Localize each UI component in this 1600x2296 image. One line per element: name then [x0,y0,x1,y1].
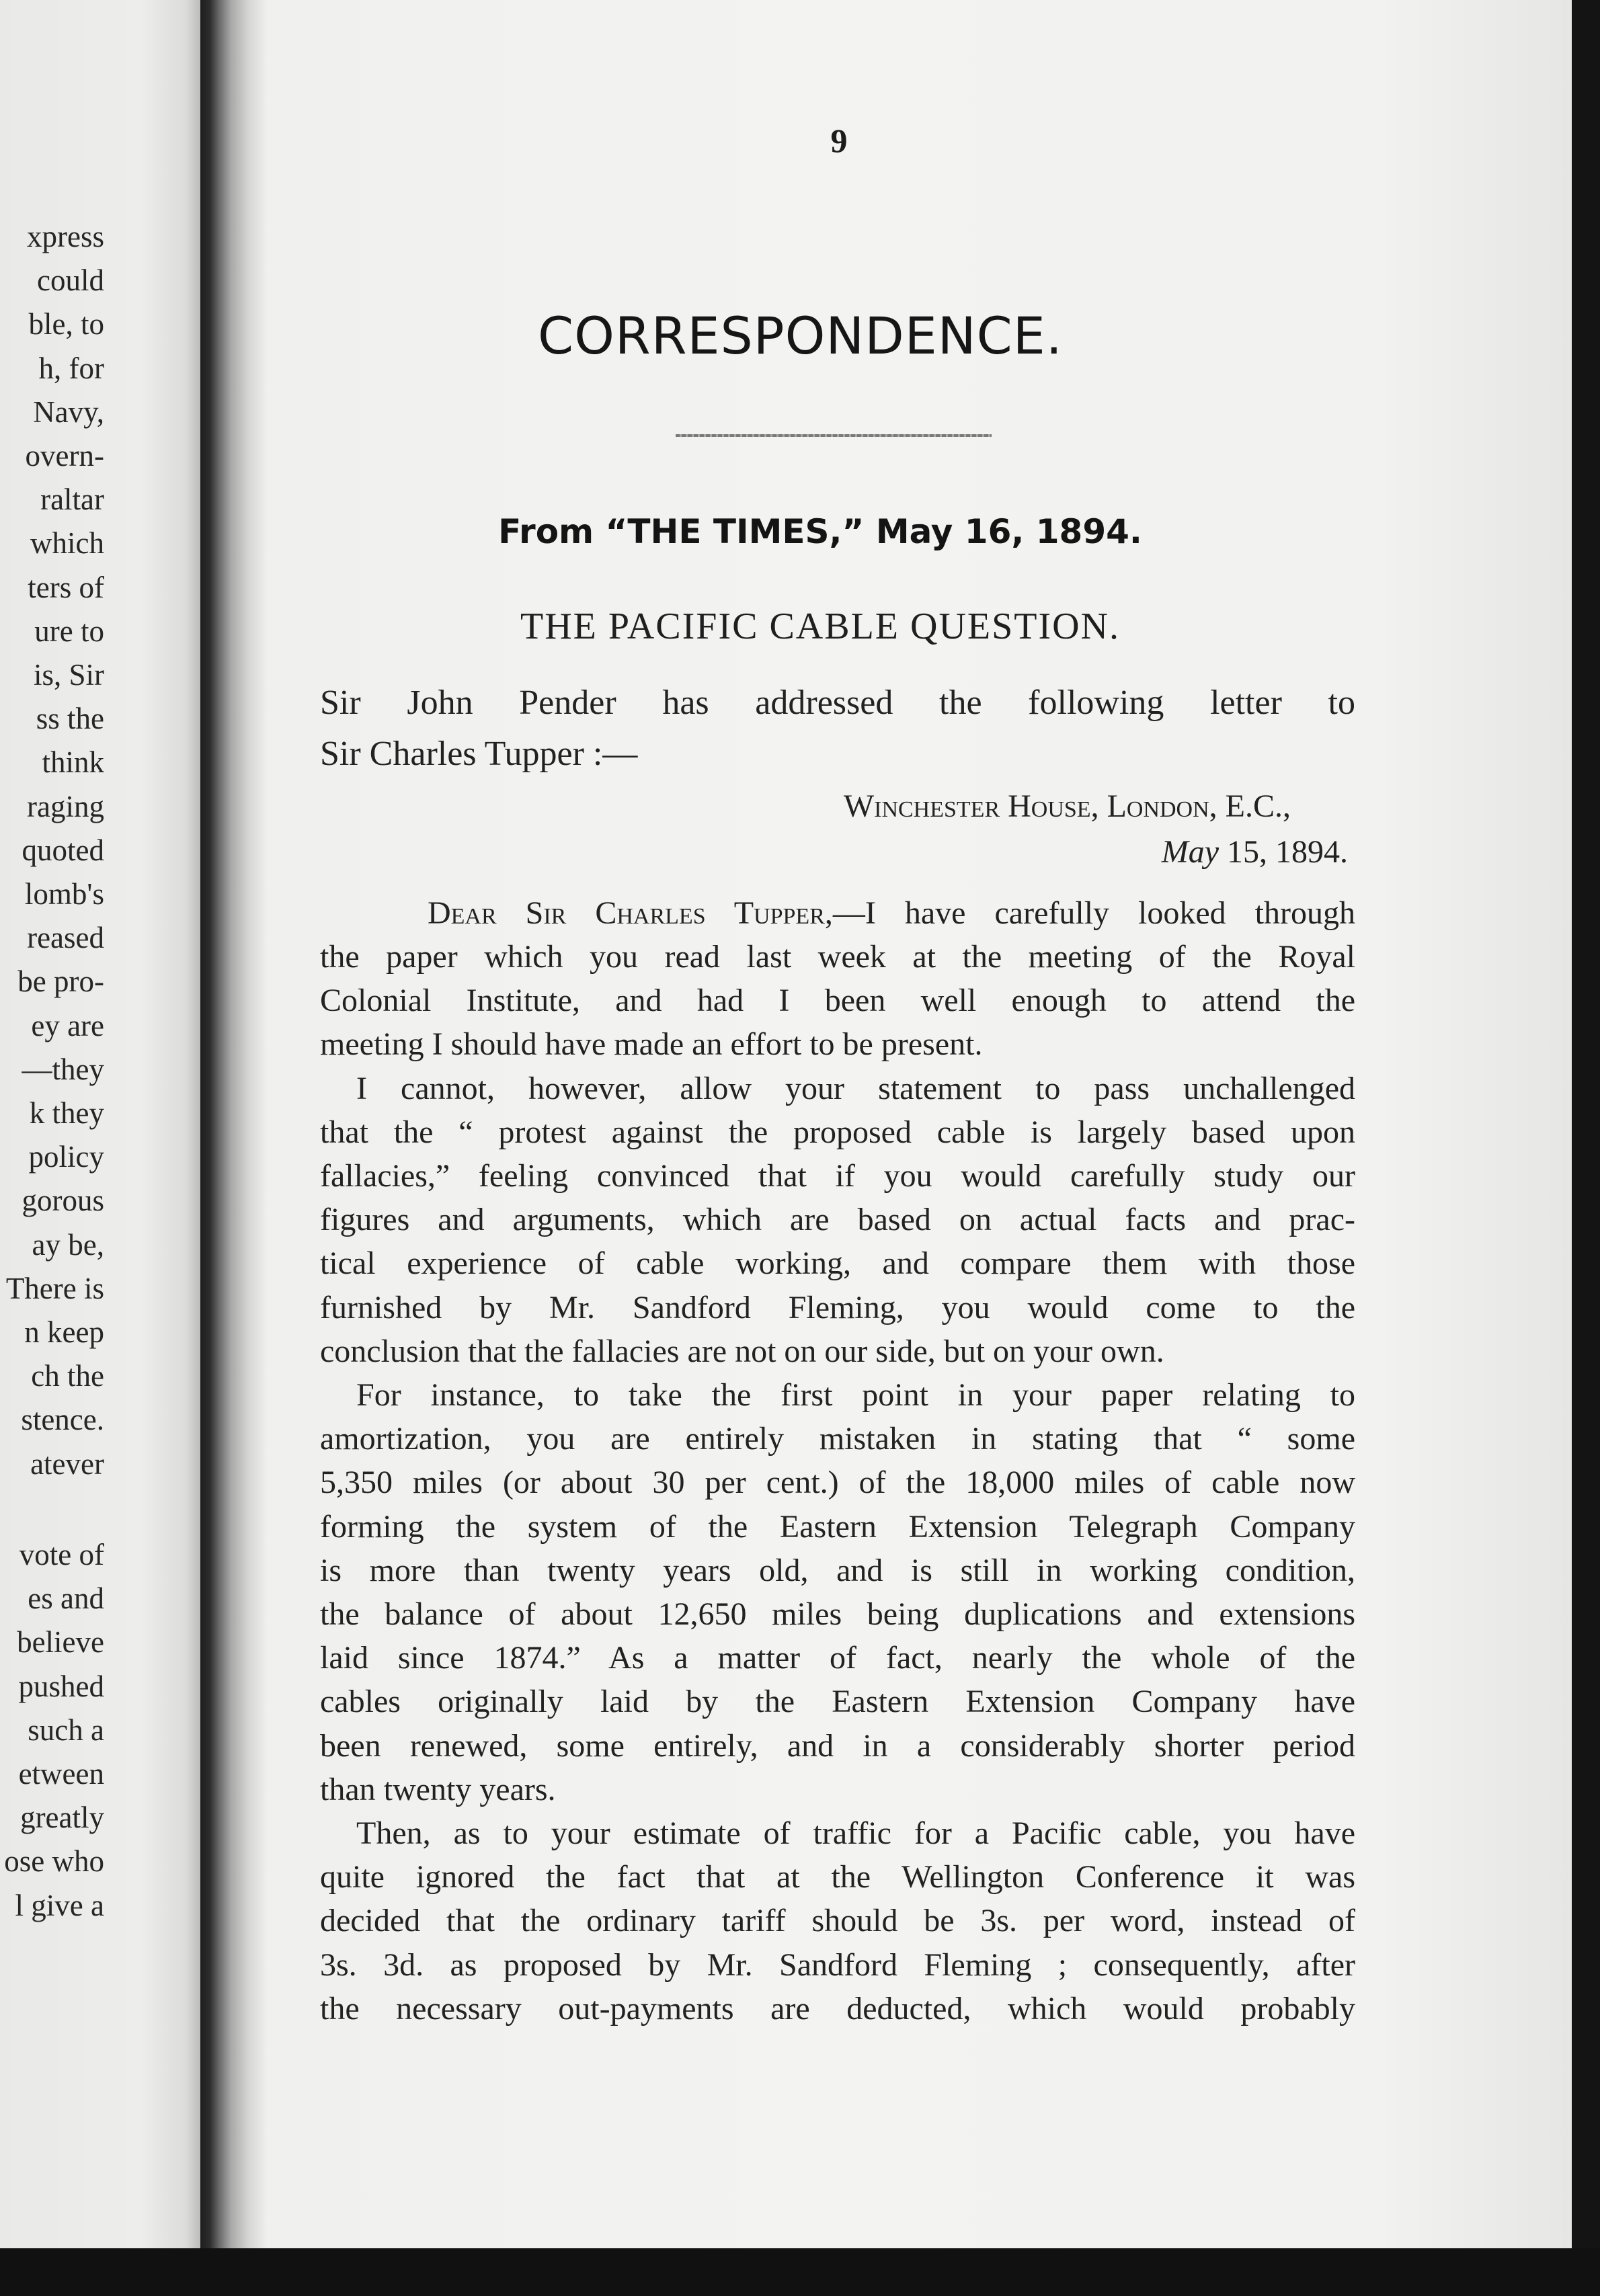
article-title: THE PACIFIC CABLE QUESTION. [520,606,1120,647]
facing-page-line: atever [30,1446,104,1481]
salutation: Dear Sir Charles Tupper, [428,895,833,931]
paragraph-line: the paper which you read last week at the meeting of the Royal [320,939,1355,975]
facing-page-line: ure to [34,614,104,648]
facing-page-line: l give a [15,1888,104,1922]
binding-gutter [200,0,268,2248]
facing-page-line: ble, to [28,307,104,341]
facing-page-line: There is [5,1271,104,1305]
letter-address [844,788,1291,825]
facing-page-line: vote of [19,1538,104,1571]
source-line: From “THE TIMES,” May 16, 1894. [498,512,1142,551]
facing-page-line: ss the [36,702,104,736]
paragraph-line: the necessary out-payments are deducted, which would probably [320,1990,1355,2026]
paragraph-line: forming the system of the Eastern Extension Telegraph Company [320,1508,1355,1545]
paragraph-line: conclusion that the fallacies are not on our side, but on your own. [320,1333,1164,1369]
facing-page-line: quoted [22,833,104,867]
paragraph-line: meeting I should have made an effort to be present. [320,1026,983,1063]
paragraph-line: tical experience of cable working, and compare them with those [320,1245,1355,1282]
date-rest: 15, 1894. [1219,834,1348,870]
scan-edge-bottom [0,2248,1600,2296]
paragraph-line: been renewed, some entirely, and in a considerably shorter period [320,1727,1355,1764]
facing-page-line: overn- [25,439,104,473]
scan-edge-right [1572,0,1600,2296]
facing-page-left [0,0,202,2248]
facing-page-line: could [37,263,104,298]
facing-page-line: reased [27,921,104,955]
paragraph-line: furnished by Mr. Sandford Fleming, you would come to the [320,1289,1355,1325]
paragraph-line: figures and arguments, which are based on actual facts and prac- [320,1202,1355,1238]
paragraph-line: 3s. 3d. as proposed by Mr. Sandford Fleming ; consequently, after [320,1946,1355,1983]
facing-page-line: etween [18,1757,104,1791]
date-month: May [1161,834,1219,870]
facing-page-line: which [30,526,104,561]
paragraph-line: is more than twenty years old, and is still in working condition, [320,1552,1355,1588]
facing-page-line: be pro- [17,965,104,999]
address-text: Winchester House, London, E.C., [843,788,1291,824]
intro-line: Sir John Pender has addressed the following letter to [320,684,1355,722]
paragraph-line: cables originally laid by the Eastern Extension Company have [320,1684,1355,1720]
facing-page-line: —they [22,1052,104,1086]
facing-page-line: lomb's [24,877,104,911]
salutation-rest: —I have carefully looked through [832,895,1355,931]
paragraph-line: decided that the ordinary tariff should be 3s. per word, instead of [320,1903,1355,1939]
facing-page-line: xpress [27,220,104,253]
intro-line: Sir Charles Tupper :— [320,735,638,773]
facing-page-line: is, Sir [33,658,104,692]
facing-page-line: stence. [21,1403,104,1437]
facing-page-line: ay be, [32,1227,104,1262]
letter-date [1162,833,1348,870]
facing-page-line: es and [28,1582,104,1616]
paragraph-line [428,897,1355,930]
paragraph-line: 5,350 miles (or about 30 per cent.) of the 18,000 miles of cable now [320,1465,1355,1501]
facing-page-line: n keep [24,1315,104,1349]
facing-page-line: h, for [38,351,104,385]
facing-page-line: gorous [22,1184,104,1218]
facing-page-line: think [42,745,104,780]
facing-page-line: raltar [40,483,104,517]
facing-page-line: believe [17,1625,104,1659]
paragraph-line: laid since 1874.” As a matter of fact, nearly the whole of the [320,1640,1355,1676]
facing-page-line: k they [29,1096,104,1130]
facing-page-line: ey are [31,1008,104,1042]
facing-page-line: ch the [31,1359,104,1393]
facing-page-line: greatly [20,1801,104,1835]
facing-page-line: ose who [4,1844,104,1879]
page-number: 9 [830,122,848,159]
facing-page-line: raging [27,789,104,823]
paragraph-line: Colonial Institute, and had I been well enough to attend the [320,983,1355,1019]
paragraph-line: amortization, you are entirely mistaken in stating that “ some [320,1421,1355,1457]
facing-page-line: ters of [28,570,104,604]
paragraph-line: I cannot, however, allow your statement to pass unchallenged [356,1070,1355,1106]
paragraph-line: For instance, to take the first point in your paper relating to [356,1377,1355,1413]
paragraph-line: Then, as to your estimate of traffic for a Pacific cable, you have [356,1815,1355,1851]
paragraph-line: that the “ protest against the proposed cable is largely based upon [320,1114,1355,1150]
facing-page-line: Navy, [33,395,104,429]
paragraph-line: than twenty years. [320,1771,556,1807]
paragraph-line: fallacies,” feeling convinced that if you would carefully study our [320,1158,1355,1194]
paragraph-line: quite ignored the fact that at the Wellington Conference it was [320,1859,1355,1895]
facing-page-line: such a [28,1713,104,1747]
facing-page-line: pushed [18,1669,104,1703]
page-heading: CORRESPONDENCE. [538,306,1063,366]
heading-rule [676,434,992,437]
facing-page-line: policy [28,1140,104,1174]
paragraph-line: the balance of about 12,650 miles being duplications and extensions [320,1596,1355,1632]
